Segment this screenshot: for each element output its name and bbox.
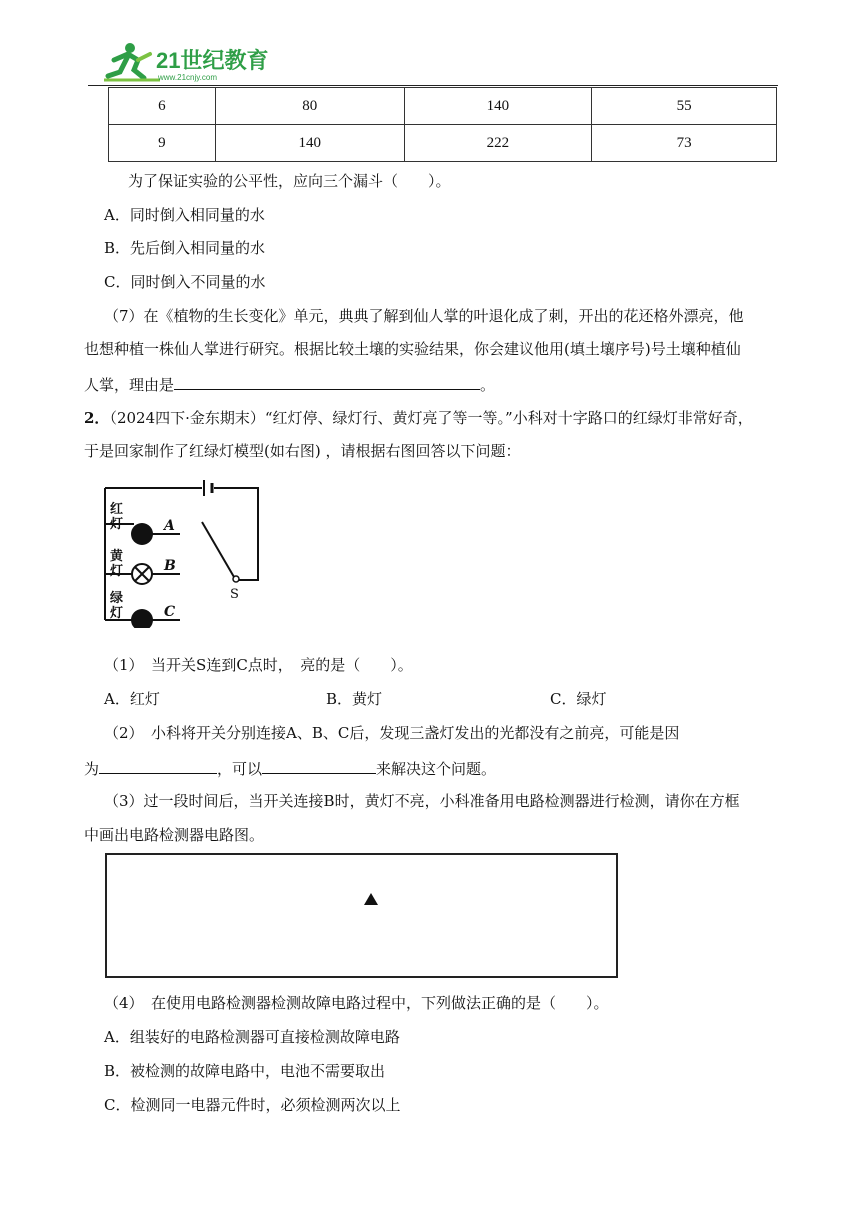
yellow-label-1: 黄 — [110, 549, 124, 564]
sub4-question: （4） 在使用电路检测器检测故障电路过程中，下列做法正确的是（ ）。 — [104, 994, 609, 1012]
sub3-line-2: 中画出电路检测器电路图。 — [84, 826, 265, 844]
results-table — [108, 87, 777, 162]
table-row — [109, 125, 777, 162]
triangle-marker-icon — [364, 893, 378, 905]
option-b: B．先后倒入相同量的水 — [104, 239, 266, 257]
table-cell: 9 — [109, 125, 216, 162]
red-label-1: 红 — [110, 502, 124, 517]
sub2-line-2 — [84, 757, 496, 779]
traffic-light-circuit — [98, 478, 264, 628]
drawing-answer-box[interactable] — [105, 853, 618, 978]
green-label-2: 灯 — [110, 606, 124, 621]
table-row — [109, 88, 777, 125]
option-a: A．同时倒入相同量的水 — [104, 206, 265, 224]
red-label-2: 灯 — [110, 517, 124, 532]
logo-url: www.21cnjy.com — [158, 73, 217, 82]
q2-line-1 — [84, 408, 753, 428]
logo-text: 21世纪教育 — [156, 48, 269, 73]
point-c-label: C — [164, 604, 176, 620]
table-cell: 140 — [215, 125, 404, 162]
point-a-label: A — [164, 518, 175, 534]
q7-answer-blank[interactable] — [174, 373, 480, 390]
q7-prefix: 人掌，理由是 — [84, 376, 175, 394]
q7-line-3 — [84, 373, 495, 395]
table-cell: 73 — [592, 125, 777, 162]
q7-suffix: 。 — [480, 376, 496, 394]
sub1-option-a: A．红灯 — [104, 690, 160, 708]
top-right-wire — [214, 488, 258, 580]
yellow-label-2: 灯 — [110, 564, 124, 579]
sub4-option-c: C．检测同一电器元件时，必须检测两次以上 — [104, 1096, 401, 1114]
sub2-blank-1[interactable] — [99, 757, 217, 774]
green-bulb-icon — [131, 609, 153, 628]
option-c: C．同时倒入不同量的水 — [104, 273, 266, 291]
yellow-bulb-icon — [132, 564, 152, 584]
logo-21cnjy — [100, 40, 280, 84]
sub2-middle: ，可以 — [217, 760, 263, 778]
table-cell: 222 — [404, 125, 592, 162]
sub4-option-a: A．组装好的电路检测器可直接检测故障电路 — [104, 1028, 400, 1046]
header-divider — [88, 85, 778, 86]
sub2-suffix: 来解决这个问题。 — [376, 760, 497, 778]
table-cell: 140 — [404, 88, 592, 125]
switch-pivot — [233, 576, 239, 582]
sub2-line-1: （2） 小科将开关分别连接A、B、C后，发现三盏灯发出的光都没有之前亮，可能是因 — [104, 724, 680, 742]
sub2-blank-2[interactable] — [262, 757, 376, 774]
sub4-option-b: B．被检测的故障电路中，电池不需要取出 — [104, 1062, 386, 1080]
table-cell: 55 — [592, 88, 777, 125]
q2-line-2: 于是回家制作了红绿灯模型(如右图) ，请根据右图回答以下问题： — [84, 442, 521, 460]
sub1-question: （1） 当开关S连到C点时， 亮的是（ ）。 — [104, 656, 413, 674]
battery-icon — [204, 480, 212, 496]
q7-line-2: 也想种植一株仙人掌进行研究。根据比较土壤的实验结果，你会建议他用(填土壤序号)号土壤种植仙 — [84, 340, 741, 358]
fairness-question: 为了保证实验的公平性，应向三个漏斗（ ）。 — [128, 172, 451, 190]
table-cell: 80 — [215, 88, 404, 125]
switch-label: S — [230, 587, 239, 602]
green-label-1: 绿 — [110, 591, 124, 606]
sub2-prefix: 为 — [84, 760, 100, 778]
q2-number: 2． — [84, 409, 110, 427]
switch-blade — [202, 522, 234, 577]
running-man-icon — [104, 43, 160, 80]
sub3-line-1: （3）过一段时间后，当开关连接B时，黄灯不亮，小科准备用电路检测器进行检测，请你在方框 — [104, 792, 740, 810]
sub1-option-c: C．绿灯 — [550, 690, 607, 708]
q2-text: （2024四下·金东期末）“红灯停、绿灯行、黄灯亮了等一等。”小科对十字路口的红绿灯非常好奇， — [109, 409, 753, 427]
sub1-option-b: B．黄灯 — [326, 690, 383, 708]
red-bulb-icon — [131, 523, 153, 545]
table-cell: 6 — [109, 88, 216, 125]
q7-line-1: （7）在《植物的生长变化》单元，典典了解到仙人掌的叶退化成了刺，开出的花还格外漂亮，他 — [104, 307, 744, 325]
point-b-label: B — [164, 558, 176, 574]
